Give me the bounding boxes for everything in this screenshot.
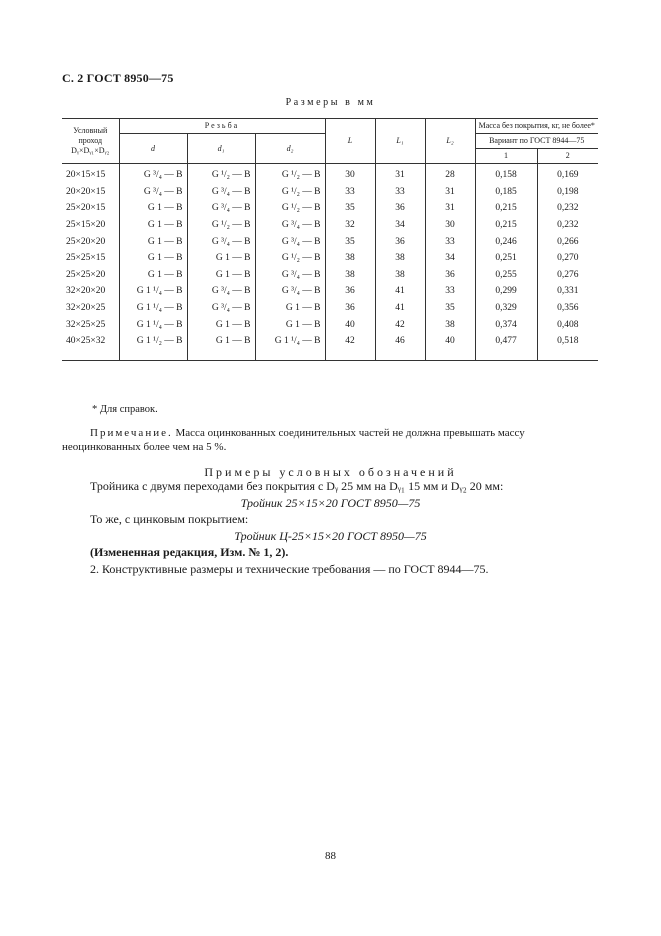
cell-mass-2: 0,356 xyxy=(537,300,598,317)
header-d: d xyxy=(119,134,187,164)
cell-d2: G ³/₄ — B xyxy=(255,283,325,300)
header-thread: Резьба xyxy=(119,119,325,134)
example-line-1: Тройника с двумя переходами без покрытия с Dᵧ 25 мм на Dᵧ₁ 15 мм и Dᵧ₂ 20 мм: xyxy=(90,479,504,493)
cell-L: 36 xyxy=(325,300,375,317)
table-row xyxy=(62,267,598,284)
cell-d2: G ³/₄ — B xyxy=(255,267,325,284)
header-d1: d₁ xyxy=(187,134,255,164)
cell-L: 38 xyxy=(325,267,375,284)
cell-mass-2: 0,232 xyxy=(537,217,598,234)
cell-L: 35 xyxy=(325,200,375,217)
cell-d2: G ³/₄ — B xyxy=(255,233,325,250)
cell-mass-1: 0,246 xyxy=(475,233,537,250)
example-line-2: То же, с цинковым покрытием: xyxy=(90,512,249,526)
cell-mass-1: 0,251 xyxy=(475,250,537,267)
cell-d1: G ³/₄ — B xyxy=(187,233,255,250)
cell-d2: G ¹/₂ — B xyxy=(255,184,325,201)
cell-d1: G 1 — B xyxy=(187,250,255,267)
header-nominal-bore: Условный проход Dᵧ×Dᵧ₁×Dᵧ₂ xyxy=(62,119,119,164)
cell-size: 32×25×25 xyxy=(62,316,119,333)
page-header: С. 2 ГОСТ 8950—75 xyxy=(62,71,174,85)
cell-d1: G ¹/₂ — B xyxy=(187,164,255,184)
designation-2: Тройник Ц-25×15×20 ГОСТ 8950—75 xyxy=(234,529,427,543)
cell-d1: G ¹/₂ — B xyxy=(187,217,255,234)
cell-L2: 33 xyxy=(425,283,475,300)
table-row xyxy=(62,316,598,333)
cell-d: G 1 — B xyxy=(119,217,187,234)
cell-size: 25×20×15 xyxy=(62,200,119,217)
cell-d: G 1 ¹/₄ — B xyxy=(119,283,187,300)
spacer-cell xyxy=(425,350,475,361)
spacer-cell xyxy=(255,350,325,361)
cell-mass-1: 0,158 xyxy=(475,164,537,184)
cell-L: 42 xyxy=(325,333,375,350)
cell-mass-1: 0,374 xyxy=(475,316,537,333)
cell-L2: 33 xyxy=(425,233,475,250)
edition-note: (Измененная редакция, Изм. № 1, 2). xyxy=(90,545,289,559)
cell-d2: G ¹/₂ — B xyxy=(255,200,325,217)
cell-L2: 31 xyxy=(425,184,475,201)
cell-size: 25×25×15 xyxy=(62,250,119,267)
cell-L2: 30 xyxy=(425,217,475,234)
header-L1: L₁ xyxy=(375,119,425,164)
cell-mass-2: 0,518 xyxy=(537,333,598,350)
cell-size: 25×20×20 xyxy=(62,233,119,250)
cell-mass-1: 0,255 xyxy=(475,267,537,284)
cell-d1: G 1 — B xyxy=(187,333,255,350)
header-L2: L₂ xyxy=(425,119,475,164)
cell-d: G 1 — B xyxy=(119,267,187,284)
cell-size: 25×15×20 xyxy=(62,217,119,234)
table-row xyxy=(62,250,598,267)
cell-mass-2: 0,232 xyxy=(537,200,598,217)
cell-d1: G ³/₄ — B xyxy=(187,283,255,300)
cell-size: 25×25×20 xyxy=(62,267,119,284)
cell-mass-2: 0,408 xyxy=(537,316,598,333)
cell-d: G 1 ¹/₄ — B xyxy=(119,300,187,317)
cell-L: 30 xyxy=(325,164,375,184)
cell-mass-2: 0,276 xyxy=(537,267,598,284)
examples-heading: Примеры условных обозначений xyxy=(204,465,457,479)
cell-d2: G 1 ¹/₄ — B xyxy=(255,333,325,350)
table-row xyxy=(62,217,598,234)
cell-L2: 31 xyxy=(425,200,475,217)
cell-size: 20×15×15 xyxy=(62,164,119,184)
table-row xyxy=(62,184,598,201)
cell-mass-2: 0,198 xyxy=(537,184,598,201)
header-d2: d₂ xyxy=(255,134,325,164)
table-row xyxy=(62,233,598,250)
cell-d1: G 1 — B xyxy=(187,316,255,333)
cell-d1: G ³/₄ — B xyxy=(187,300,255,317)
table-caption: Размеры в мм xyxy=(285,97,376,108)
cell-L1: 41 xyxy=(375,283,425,300)
cell-L2: 28 xyxy=(425,164,475,184)
cell-size: 32×20×25 xyxy=(62,300,119,317)
page-number: 88 xyxy=(325,850,336,862)
cell-mass-2: 0,270 xyxy=(537,250,598,267)
spacer-cell xyxy=(537,350,598,361)
cell-d: G 1 — B xyxy=(119,233,187,250)
cell-mass-1: 0,299 xyxy=(475,283,537,300)
cell-L2: 40 xyxy=(425,333,475,350)
cell-L: 38 xyxy=(325,250,375,267)
cell-L1: 41 xyxy=(375,300,425,317)
cell-size: 32×20×20 xyxy=(62,283,119,300)
cell-L1: 38 xyxy=(375,267,425,284)
footnote: * Для справок. xyxy=(92,404,158,415)
cell-d2: G ¹/₂ — B xyxy=(255,250,325,267)
cell-mass-2: 0,266 xyxy=(537,233,598,250)
cell-L: 35 xyxy=(325,233,375,250)
cell-d1: G ³/₄ — B xyxy=(187,184,255,201)
cell-L1: 33 xyxy=(375,184,425,201)
cell-L: 32 xyxy=(325,217,375,234)
cell-L2: 34 xyxy=(425,250,475,267)
cell-size: 20×20×15 xyxy=(62,184,119,201)
spacer-cell xyxy=(62,350,119,361)
cell-L2: 35 xyxy=(425,300,475,317)
dimensions-table xyxy=(62,118,598,361)
cell-L1: 34 xyxy=(375,217,425,234)
cell-L1: 42 xyxy=(375,316,425,333)
cell-mass-1: 0,215 xyxy=(475,217,537,234)
header-variant: Вариант по ГОСТ 8944—75 xyxy=(475,134,598,149)
cell-mass-1: 0,185 xyxy=(475,184,537,201)
cell-d: G 1 ¹/₄ — B xyxy=(119,316,187,333)
header-L: L xyxy=(325,119,375,164)
table-row xyxy=(62,200,598,217)
cell-d1: G 1 — B xyxy=(187,267,255,284)
cell-L1: 36 xyxy=(375,233,425,250)
header-mass: Масса без покрытия, кг, не более* xyxy=(475,119,598,134)
cell-size: 40×25×32 xyxy=(62,333,119,350)
table-row xyxy=(62,164,598,184)
cell-d2: G ³/₄ — B xyxy=(255,217,325,234)
cell-mass-1: 0,215 xyxy=(475,200,537,217)
cell-L: 33 xyxy=(325,184,375,201)
note xyxy=(62,426,602,454)
cell-mass-1: 0,477 xyxy=(475,333,537,350)
table-bottom-spacer xyxy=(62,350,598,361)
spacer-cell xyxy=(325,350,375,361)
cell-L1: 36 xyxy=(375,200,425,217)
cell-mass-1: 0,329 xyxy=(475,300,537,317)
table-body xyxy=(62,164,598,361)
header-variant-2: 2 xyxy=(537,149,598,164)
cell-d2: G ¹/₂ — B xyxy=(255,164,325,184)
cell-L2: 38 xyxy=(425,316,475,333)
cell-d: G 1 — B xyxy=(119,200,187,217)
cell-d2: G 1 — B xyxy=(255,316,325,333)
cell-L: 36 xyxy=(325,283,375,300)
note-label: Примечание. xyxy=(90,427,173,439)
cell-L1: 38 xyxy=(375,250,425,267)
table-row xyxy=(62,333,598,350)
cell-d: G ³/₄ — B xyxy=(119,184,187,201)
spacer-cell xyxy=(187,350,255,361)
cell-d: G ³/₄ — B xyxy=(119,164,187,184)
cell-L2: 36 xyxy=(425,267,475,284)
spacer-cell xyxy=(475,350,537,361)
cell-L: 40 xyxy=(325,316,375,333)
cell-d: G 1 ¹/₂ — B xyxy=(119,333,187,350)
cell-mass-2: 0,331 xyxy=(537,283,598,300)
header-variant-1: 1 xyxy=(475,149,537,164)
table-row xyxy=(62,300,598,317)
cell-d1: G ³/₄ — B xyxy=(187,200,255,217)
spacer-cell xyxy=(375,350,425,361)
cell-mass-2: 0,169 xyxy=(537,164,598,184)
table-row xyxy=(62,283,598,300)
designation-1: Тройник 25×15×20 ГОСТ 8950—75 xyxy=(240,496,421,510)
note-text: Масса оцинкованных соединительных частей не должна превышать массу неоцинкованных более чем на 5 %. xyxy=(62,427,525,453)
cell-L1: 31 xyxy=(375,164,425,184)
item-2: 2. Конструктивные размеры и технические требования — по ГОСТ 8944—75. xyxy=(90,562,489,576)
cell-L1: 46 xyxy=(375,333,425,350)
cell-d2: G 1 — B xyxy=(255,300,325,317)
spacer-cell xyxy=(119,350,187,361)
cell-d: G 1 — B xyxy=(119,250,187,267)
